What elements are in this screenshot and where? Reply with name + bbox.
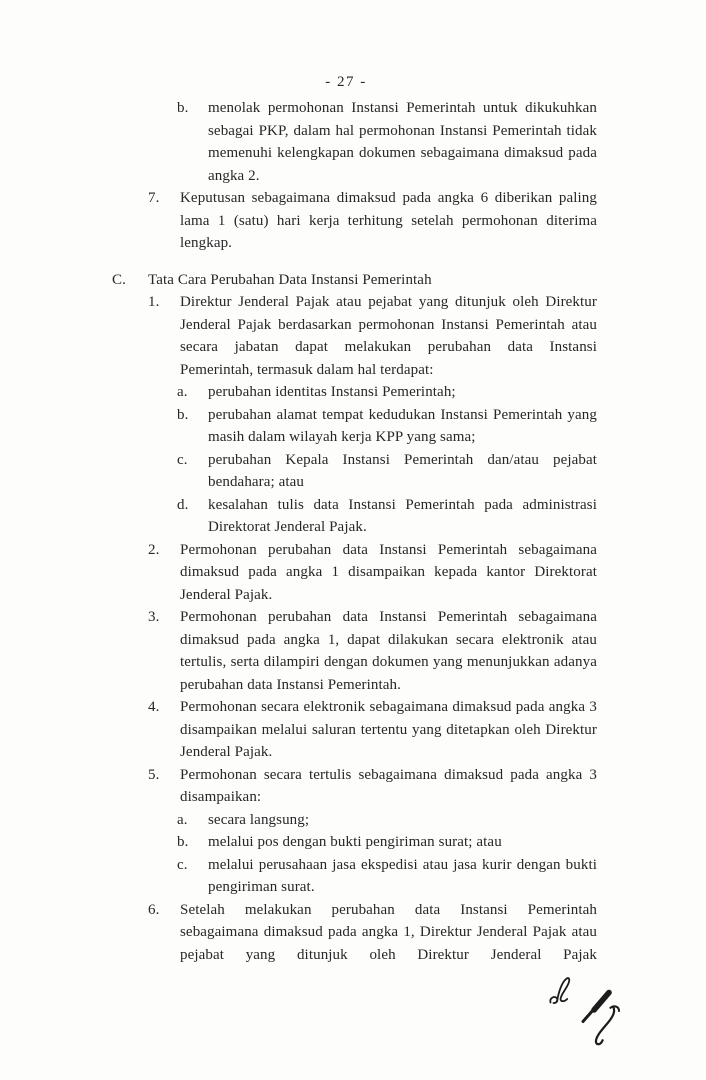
list-marker: C.: [112, 271, 126, 288]
doc-item-number-7: [112, 187, 597, 255]
list-marker: a.: [177, 811, 188, 828]
list-marker: a.: [177, 384, 188, 400]
list-marker: 3.: [148, 609, 160, 625]
paragraph-text: Permohonan secara tertulis sebagaimana dimaksud pada angka 3 disampaikan:: [180, 766, 597, 805]
doc-item-number-3: [112, 606, 597, 696]
document-body: [112, 97, 597, 966]
list-marker: c.: [177, 856, 188, 873]
doc-item-number-4: [112, 696, 597, 764]
paragraph-text: melalui perusahaan jasa ekspedisi atau jasa kurir dengan bukti pengiriman surat.: [208, 856, 597, 895]
doc-item-letter-c: [112, 854, 597, 899]
doc-item-letter-a: [112, 809, 597, 832]
doc-item-letter-b: [112, 404, 597, 449]
page-number: - 27 -: [325, 74, 367, 90]
paragraph-text: Direktur Jenderal Pajak atau pejabat yang ditunjuk oleh Direktur Jenderal Pajak berdasarkan permohonan Instansi Pemerintah atau secara jabatan dapat melakukan perubahan data Instansi Pemerintah, termasuk dalam hal terdapat:: [180, 294, 597, 378]
list-marker: 5.: [148, 766, 160, 783]
doc-item-letter-d: [112, 494, 597, 539]
doc-item-letter-b: [112, 97, 597, 187]
signature-initials-mark: [545, 966, 629, 1058]
signature-stroke: [550, 997, 557, 1003]
paragraph-text: Tata Cara Perubahan Data Instansi Pemerintah: [148, 271, 432, 288]
paragraph-text: Keputusan sebagaimana dimaksud pada angka 6 diberikan paling lama 1 (satu) hari kerja terhitung setelah permohonan diterima lengkap.: [180, 190, 597, 251]
list-marker: 7.: [148, 190, 160, 206]
doc-item-letter-a: [112, 381, 597, 404]
paragraph-text: menolak permohonan Instansi Pemerintah untuk dikukuhkan sebagai PKP, dalam hal permohonan Instansi Pemerintah tidak memenuhi kelengkapan dokumen sebagaimana dimaksud pada angka 2.: [208, 100, 597, 184]
list-marker: 2.: [148, 541, 160, 558]
paragraph-text: secara langsung;: [208, 811, 310, 828]
doc-item-number-1: [112, 291, 597, 381]
paragraph-text: Permohonan secara elektronik sebagaimana dimaksud pada angka 3 disampaikan melalui saluran tertentu yang ditetapkan oleh Direktur Jenderal Pajak.: [180, 699, 597, 760]
doc-item-section-C: [112, 269, 597, 292]
doc-item-number-6: [112, 899, 597, 967]
doc-item-letter-b: [112, 831, 597, 854]
paragraph-text: kesalahan tulis data Instansi Pemerintah pada administrasi Direktorat Jenderal Pajak.: [208, 496, 597, 535]
list-marker: 4.: [148, 699, 160, 715]
signature-stroke: [596, 1007, 614, 1045]
paragraph-text: perubahan Kepala Instansi Pemerintah dan/atau pejabat bendahara; atau: [208, 451, 597, 490]
list-marker: 6.: [148, 901, 160, 918]
list-marker: b.: [177, 100, 189, 116]
signature-stroke: [557, 978, 569, 1001]
list-marker: b.: [177, 406, 189, 423]
list-marker: 1.: [148, 294, 160, 310]
paragraph-text: melalui pos dengan bukti pengiriman surat; atau: [208, 834, 502, 850]
doc-item-number-2: [112, 539, 597, 607]
list-marker: d.: [177, 496, 189, 513]
list-marker: c.: [177, 451, 188, 468]
paragraph-text: Setelah melakukan perubahan data Instansi Pemerintah sebagaimana dimaksud pada angka 1, Direktur Jenderal Pajak atau pejabat yang ditunjuk oleh Direktur Jenderal Pajak: [180, 901, 597, 963]
doc-item-letter-c: [112, 449, 597, 494]
paragraph-text: Permohonan perubahan data Instansi Pemerintah sebagaimana dimaksud pada angka 1 disampaikan kepada kantor Direktorat Jenderal Pajak.: [180, 541, 597, 603]
paragraph-text: Permohonan perubahan data Instansi Pemerintah sebagaimana dimaksud pada angka 1, dapat dilakukan secara elektronik atau tertulis, serta dilampiri dengan dokumen yang menunjukkan adanya perubahan data Instansi Pemerintah.: [180, 609, 597, 693]
list-marker: b.: [177, 834, 189, 850]
paragraph-text: perubahan identitas Instansi Pemerintah;: [208, 384, 456, 400]
paragraph-text: perubahan alamat tempat kedudukan Instansi Pemerintah yang masih dalam wilayah kerja KPP yang sama;: [208, 406, 597, 445]
signature-stroke: [594, 993, 609, 1011]
doc-item-number-5: [112, 764, 597, 809]
